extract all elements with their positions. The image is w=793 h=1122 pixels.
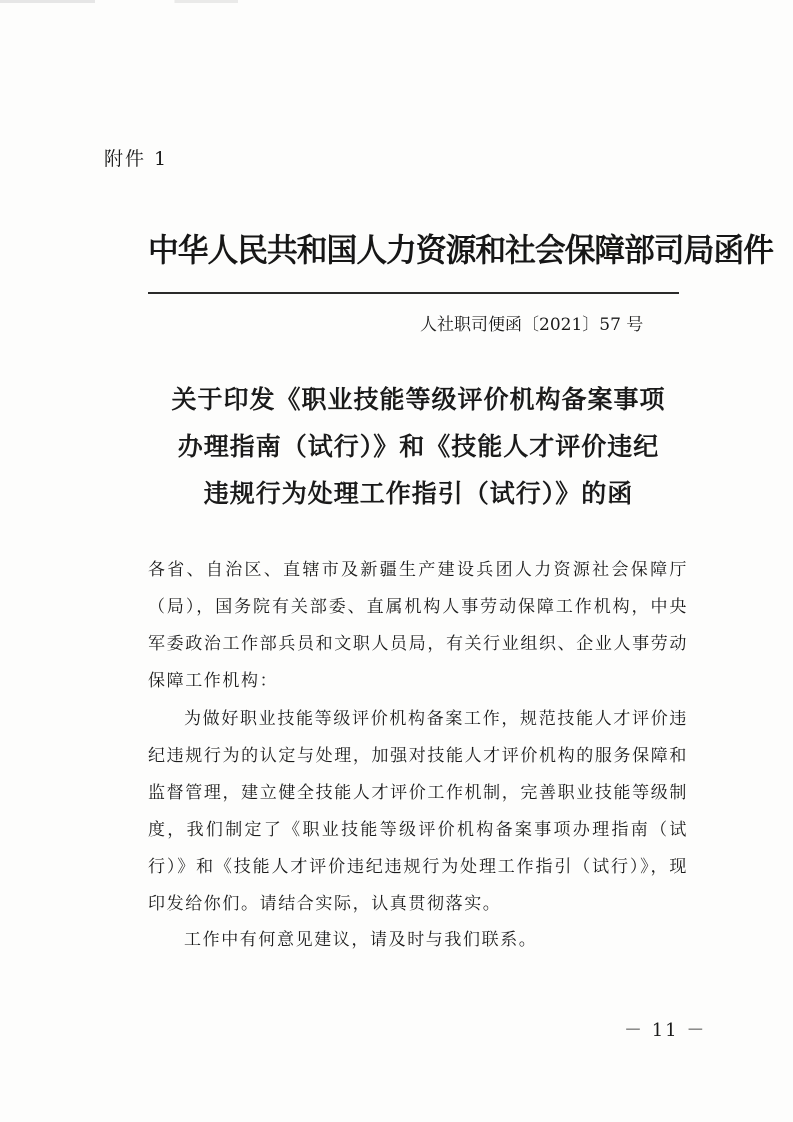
title-line-1: 关于印发《职业技能等级评价机构备案事项 [171, 385, 666, 414]
body-paragraph-2: 工作中有何意见建议，请及时与我们联系。 [184, 930, 538, 950]
title-line-3: 违规行为处理工作指引（试行）》的函 [203, 479, 634, 508]
page-number: － 11 － [624, 1020, 707, 1041]
scan-edge-mark [0, 0, 793, 3]
letterhead: 中华人民共和国人力资源和社会保障部司局函件 [148, 231, 773, 269]
title-line-2: 办理指南（试行）》和《技能人才评价违纪 [177, 432, 660, 461]
letterhead-divider [148, 292, 679, 294]
body-paragraph-1: 为做好职业技能等级评价机构备案工作，规范技能人才评价违纪违规行为的认定与处理，加强对技能人才评价机构的服务保障和监督管理，建立健全技能人才评价工作机制，完善职业技能等级制度，我们制定了《职业技能等级评价机构备案事项办理指南（试行）》和《技能人才评价违纪违规行为处理工作指引（试行）》，现印发给你们。请结合实际，认真贯彻落实。 [148, 709, 688, 914]
attachment-label: 附件 1 [104, 148, 169, 170]
recipients-paragraph: 各省、自治区、直辖市及新疆生产建设兵团人力资源社会保障厅（局），国务院有关部委、直属机构人事劳动保障工作机构，中央军委政治工作部兵员和文职人员局，有关行业组织、企业人事劳动保障工作机构： [148, 560, 688, 691]
document-number: 人社职司便函〔2021〕57 号 [420, 315, 644, 335]
